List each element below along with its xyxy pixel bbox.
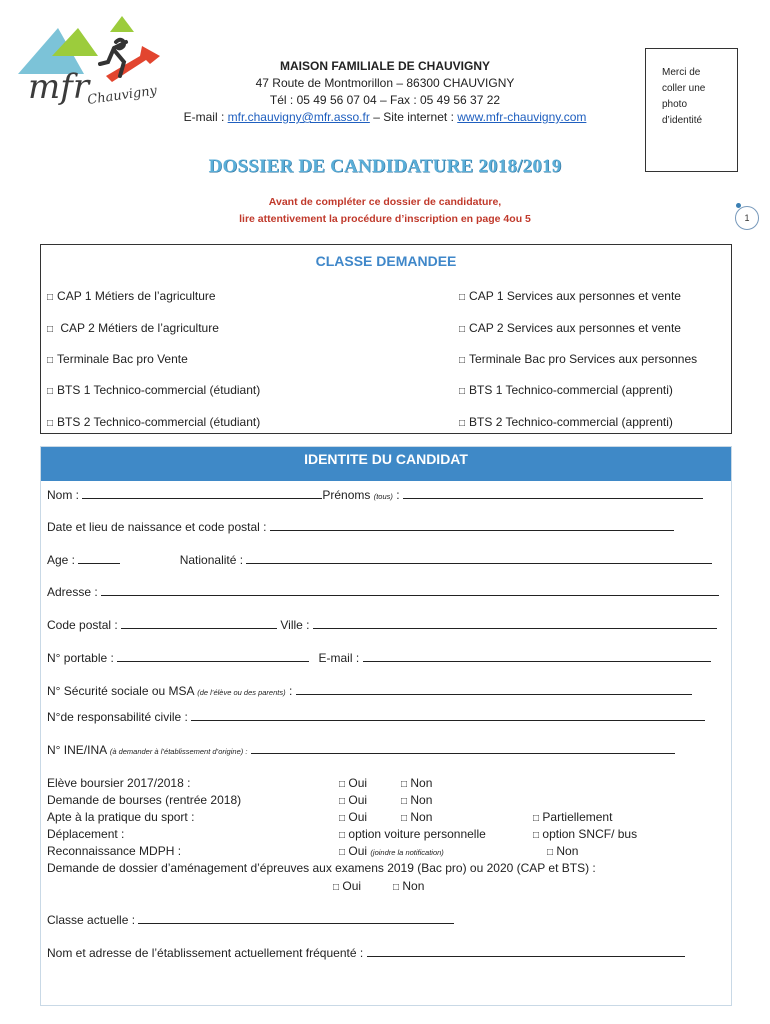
ine-row: N° INE/INA (à demander à l’établissement d’origine) :	[47, 742, 675, 757]
prenoms-field[interactable]	[403, 487, 703, 499]
age-field[interactable]	[78, 552, 120, 564]
classe-section	[40, 244, 732, 434]
bourses-non[interactable]: □ Non	[401, 793, 433, 807]
checkbox-bts2-apprenti[interactable]: □ BTS 2 Technico-commercial (apprenti)	[459, 415, 673, 429]
boursier-label: Elève boursier 2017/2018 :	[47, 776, 191, 790]
naissance-row: Date et lieu de naissance et code postal :	[47, 519, 674, 534]
nationalite-field[interactable]	[246, 552, 712, 564]
nom-field[interactable]	[82, 487, 322, 499]
amenagement-non[interactable]: □ Non	[393, 879, 425, 893]
website-link[interactable]: www.mfr-chauvigny.com	[457, 110, 587, 124]
option-voiture[interactable]: □ option voiture personnelle	[339, 827, 486, 841]
responsabilite-field[interactable]	[191, 709, 705, 721]
org-name: MAISON FAMILIALE DE CHAUVIGNY	[279, 59, 490, 73]
mdph-oui[interactable]: □ Oui (joindre la notification)	[339, 844, 444, 858]
classe-actuelle-field[interactable]	[138, 912, 454, 924]
checkbox-cap2-services[interactable]: □ CAP 2 Services aux personnes et vente	[459, 321, 681, 335]
checkbox-bts1-etudiant[interactable]: □ BTS 1 Technico-commercial (étudiant)	[47, 383, 261, 397]
org-phone: Tél : 05 49 56 07 04 – Fax : 05 49 56 37 22	[269, 93, 501, 107]
adresse-row: Adresse :	[47, 584, 719, 599]
checkbox-cap2-agriculture[interactable]: □ CAP 2 Métiers de l’agriculture	[47, 321, 219, 335]
checkbox-bts1-apprenti[interactable]: □ BTS 1 Technico-commercial (apprenti)	[459, 383, 673, 397]
ville-field[interactable]	[313, 617, 717, 629]
classe-actuelle-row: Classe actuelle :	[47, 912, 454, 927]
page-title: DOSSIER DE CANDIDATURE 2018/2019	[208, 156, 562, 177]
responsabilite-row: N°de responsabilité civile :	[47, 709, 705, 724]
checkbox-cap1-services[interactable]: □ CAP 1 Services aux personnes et vente	[459, 289, 681, 303]
amenagement-label: Demande de dossier d’aménagement d’épreuves aux examens 2019 (Bac pro) ou 2020 (CAP et BTS) :	[47, 861, 596, 875]
school-header	[150, 58, 620, 126]
apte-oui[interactable]: □ Oui	[339, 810, 368, 824]
apte-non[interactable]: □ Non	[401, 810, 433, 824]
warning-note: Avant de compléter ce dossier de candidature, lire attentivement la procédure d’inscription en page 4ou 5	[239, 196, 531, 225]
demande-bourses-label: Demande de bourses (rentrée 2018)	[47, 793, 242, 807]
etablissement-field[interactable]	[367, 945, 685, 957]
classe-title: CLASSE DEMANDEE	[315, 253, 457, 269]
amenagement-oui[interactable]: □ Oui	[333, 879, 362, 893]
code-postal-field[interactable]	[121, 617, 277, 629]
deplacement-label: Déplacement :	[47, 827, 125, 841]
email-field[interactable]	[363, 650, 711, 662]
checkbox-terminale-vente[interactable]: □ Terminale Bac pro Vente	[47, 352, 188, 366]
secu-field[interactable]	[296, 683, 692, 695]
naissance-field[interactable]	[270, 519, 674, 531]
checkbox-terminale-services[interactable]: □ Terminale Bac pro Services aux personnes	[459, 352, 698, 366]
option-sncf[interactable]: □ option SNCF/ bus	[533, 827, 638, 841]
apte-label: Apte à la pratique du sport :	[47, 810, 195, 824]
mdph-label: Reconnaissance MDPH :	[47, 844, 182, 858]
apte-partiellement[interactable]: □ Partiellement	[533, 810, 613, 824]
portable-row: N° portable : E-mail :	[47, 650, 711, 665]
email-link[interactable]: mfr.chauvigny@mfr.asso.fr	[227, 110, 370, 124]
svg-text:Chauvigny: Chauvigny	[86, 83, 158, 106]
mfr-logo	[14, 16, 166, 106]
checkbox-cap1-agriculture[interactable]: □ CAP 1 Métiers de l’agriculture	[47, 289, 216, 303]
checkbox-bts2-etudiant[interactable]: □ BTS 2 Technico-commercial (étudiant)	[47, 415, 261, 429]
svg-text:mfr: mfr	[28, 67, 90, 106]
portable-field[interactable]	[117, 650, 309, 662]
boursier-oui[interactable]: □ Oui	[339, 776, 368, 790]
photo-box: Merci de coller une photo d’identité	[645, 48, 738, 172]
org-contact: E-mail : mfr.chauvigny@mfr.asso.fr – Site internet : www.mfr-chauvigny.com	[183, 110, 587, 124]
mdph-non[interactable]: □ Non	[547, 844, 579, 858]
identite-section	[40, 446, 732, 1006]
codepostal-row: Code postal : Ville :	[47, 617, 717, 632]
adresse-field[interactable]	[101, 584, 719, 596]
nom-row: Nom : Prénoms (tous) :	[47, 487, 703, 502]
boursier-non[interactable]: □ Non	[401, 776, 433, 790]
etablissement-row: Nom et adresse de l’établissement actuellement fréquenté :	[47, 945, 685, 960]
page-number: 1	[735, 206, 759, 230]
identite-header: IDENTITE DU CANDIDAT	[41, 447, 731, 481]
ine-field[interactable]	[251, 742, 675, 754]
bourses-oui[interactable]: □ Oui	[339, 793, 368, 807]
age-row: Age : Nationalité :	[47, 552, 712, 567]
secu-row: N° Sécurité sociale ou MSA (de l’élève ou des parents) :	[47, 683, 692, 698]
org-address: 47 Route de Montmorillon – 86300 CHAUVIGNY	[255, 76, 515, 90]
